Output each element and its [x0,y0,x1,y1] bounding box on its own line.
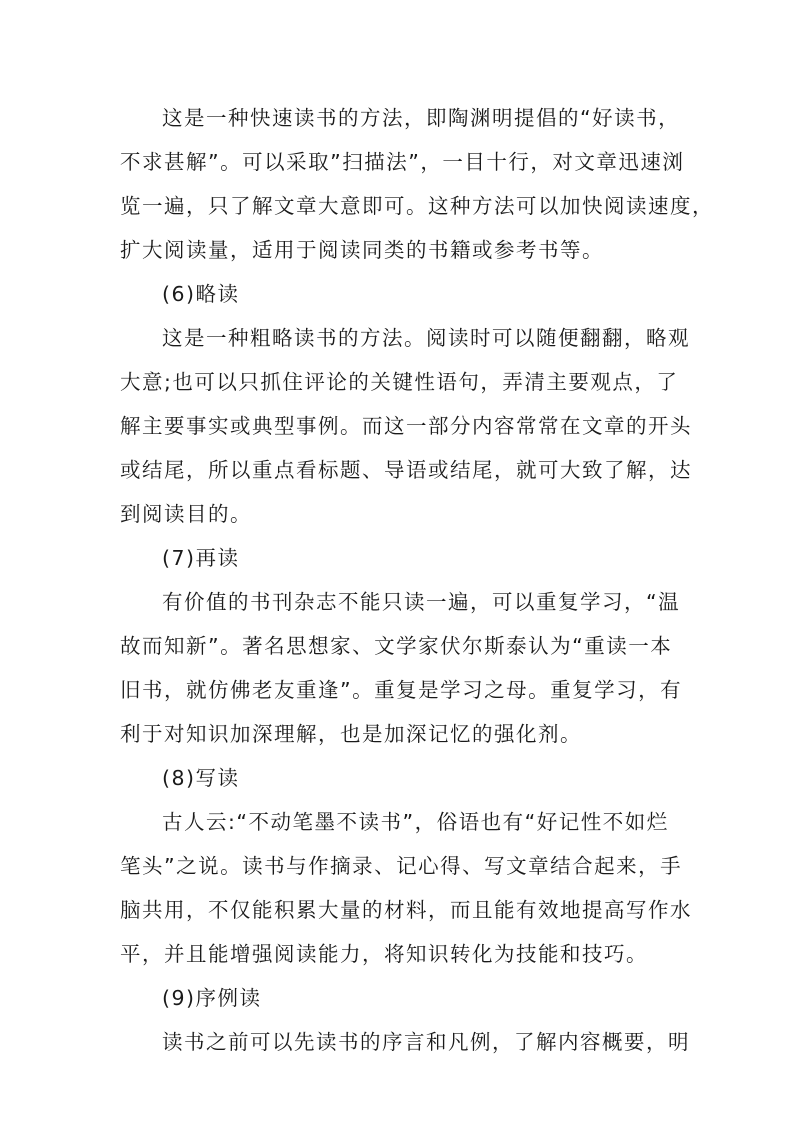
text-line: 这是一种快速读书的方法，即陶渊明提倡的“好读书， [162,106,681,130]
text-line: 到阅读目的。 [120,502,252,526]
text-line: 解主要事实或典型事例。而这一部分内容常常在文章的开头 [120,414,692,438]
text-line: 平，并且能增强阅读能力，将知识转化为技能和技巧。 [120,942,648,966]
text-line: 或结尾，所以重点看标题、导语或结尾，就可大致了解，达 [120,458,692,482]
text-line: 读书之前可以先读书的序言和凡例，了解内容概要，明 [162,1030,690,1054]
text-line: 大意;也可以只抓住评论的关键性语句，弄清主要观点，了 [120,370,679,394]
text-line: 有价值的书刊杂志不能只读一遍，可以重复学习，“温 [162,590,681,614]
section-heading: (8)写读 [162,766,240,790]
text-line: 扩大阅读量，适用于阅读同类的书籍或参考书等。 [120,238,604,262]
section-heading: (6)略读 [162,282,240,306]
body-text [120,96,714,1064]
text-line: 利于对知识加深理解，也是加深记忆的强化剂。 [120,722,582,746]
text-line: 古人云:“不动笔墨不读书”，俗语也有“好记性不如烂 [162,810,669,834]
text-line: 览一遍，只了解文章大意即可。这种方法可以加快阅读速度， [120,194,714,218]
text-line: 故而知新”。著名思想家、文学家伏尔斯泰认为“重读一本 [120,634,673,658]
text-line: 这是一种粗略读书的方法。阅读时可以随便翻翻，略观 [162,326,690,350]
text-line: 笔头”之说。读书与作摘录、记心得、写文章结合起来，手 [120,854,683,878]
section-heading: (7)再读 [162,546,240,570]
text-line: 旧书，就仿佛老友重逢”。重复是学习之母。重复学习，有 [120,678,683,702]
section-heading: (9)序例读 [162,986,262,1010]
text-line: 不求甚解”。可以采取”扫描法”，一目十行，对文章迅速浏 [120,150,685,174]
text-line: 脑共用，不仅能积累大量的材料，而且能有效地提高写作水 [120,898,692,922]
